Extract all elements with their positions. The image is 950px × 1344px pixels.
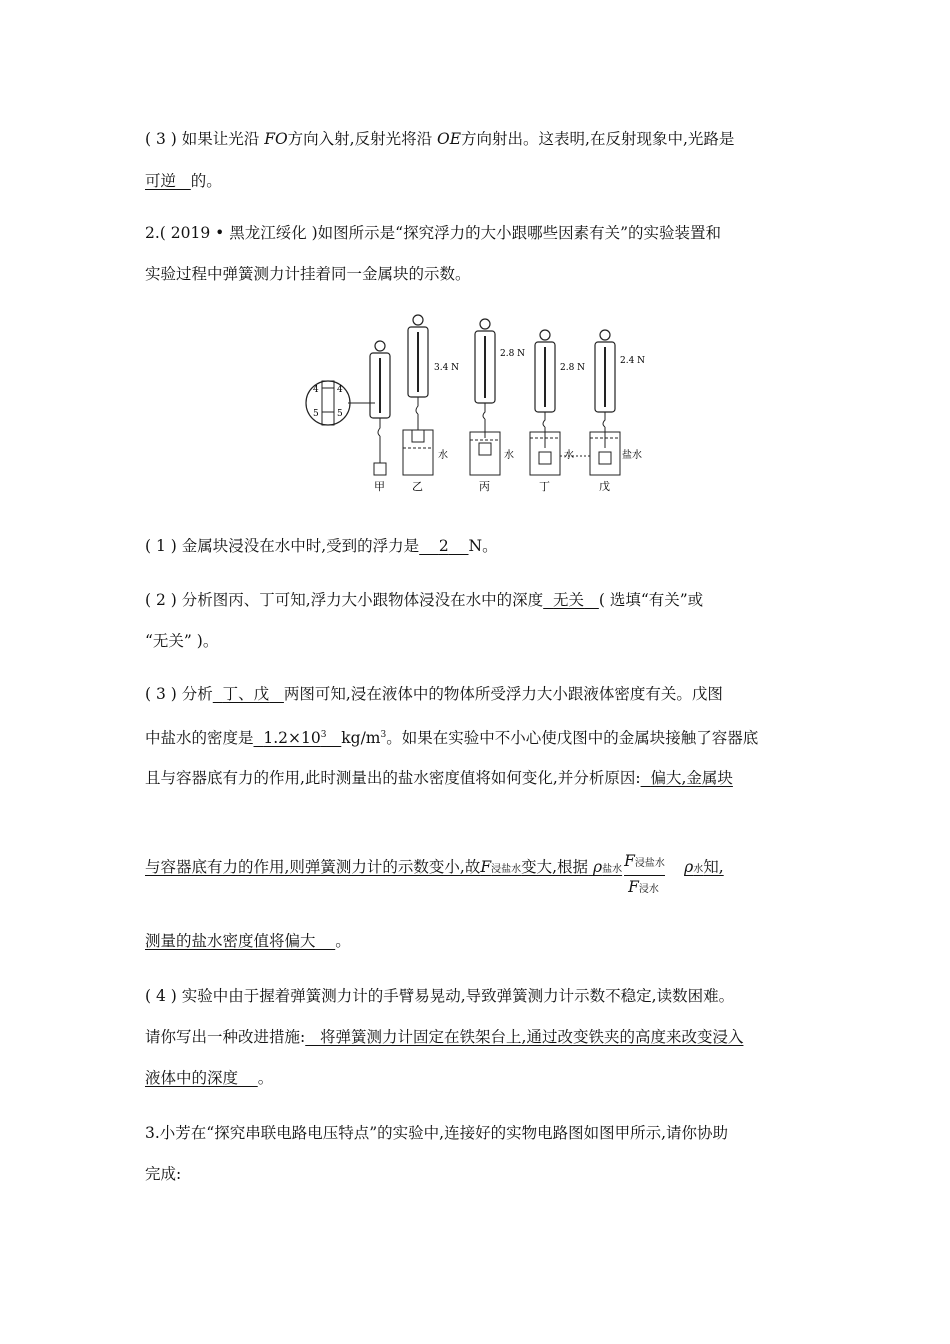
answer-blank: 将弹簧测力计固定在铁架台上,通过改变铁夹的高度来改变浸入 — [320, 1028, 744, 1046]
reading-bing: 2.8 N — [500, 349, 526, 359]
reading-yi: 3.4 N — [434, 363, 460, 373]
q3-stem-line1: 3.小芳在“探究串联电路电压特点”的实验中,连接好的实物电路图如图甲所示,请你协助 — [145, 1124, 728, 1142]
scale-yi — [403, 315, 433, 475]
fraction: $\frac{\text{F浸盐水}}{\text{F浸水}}$ — [624, 852, 665, 896]
reading-ding: 2.8 N — [560, 363, 586, 373]
q2-part2-line1: ( 2 ) 分析图丙、丁可知,浮力大小跟物体浸没在水中的深度 无关 ( 选填“有关”或 — [145, 591, 704, 609]
zoom-circle — [306, 381, 375, 425]
answer-blank: 测量的盐水密度值将偏大 — [145, 932, 316, 950]
liquid-label: 水 — [564, 450, 574, 461]
reading-wu: 2.4 N — [620, 356, 646, 366]
answer-blank: 偏大,金属块 — [650, 769, 733, 787]
q2-part4-line3: 液体中的深度 。 — [145, 1069, 274, 1087]
liquid-label: 水 — [504, 450, 514, 461]
label-bing: 丙 — [479, 480, 490, 493]
zoom-mark: 5 — [337, 409, 343, 419]
scale-ding — [530, 330, 560, 475]
q2-stem-line2: 实验过程中弹簧测力计挂着同一金属块的示数。 — [145, 265, 471, 283]
liquid-label: 盐水 — [622, 450, 642, 461]
q2-part3-line4: 与容器底有力的作用,则弹簧测力计的示数变小,故F浸盐水变大,根据 ρ盐水 $\frac{\text{F浸盐水}}{\text{F浸水}}$ ρ水知, — [145, 852, 724, 896]
q2-part3-line5: 测量的盐水密度值将偏大 。 — [145, 932, 351, 950]
q2-part2-line2: “无关” )。 — [145, 632, 219, 650]
label-wu: 戊 — [599, 480, 610, 493]
zoom-mark: 4 — [313, 385, 319, 395]
answer-blank: 丁、戊 — [222, 685, 270, 703]
q2-part3-line1: ( 3 ) 分析 丁、戊 两图可知,浸在液体中的物体所受浮力大小跟液体密度有关。戊图 — [145, 685, 723, 703]
q2-part3-line3: 且与容器底有力的作用,此时测量出的盐水密度值将如何变化,并分析原因: 偏大,金属块 — [145, 769, 733, 787]
q1-item3-line2: 可逆 的。 — [145, 172, 222, 190]
q2-part1: ( 1 ) 金属块浸没在水中时,受到的浮力是 2 N。 — [145, 537, 498, 555]
q2-part3-line2: 中盐水的密度是 $1.2\times 10^3$ $kg/m^3$。如果在实验中不小心使戊图中的金属块接触了容器底 — [145, 729, 759, 748]
q2-part4-line1: ( 4 ) 实验中由于握着弹簧测力计的手臂易晃动,导致弹簧测力计示数不稳定,读数困难。 — [145, 987, 735, 1005]
answer-blank: 无关 — [553, 591, 585, 609]
scale-bing — [470, 319, 500, 475]
label-ding: 丁 — [539, 480, 550, 493]
liquid-label: 水 — [438, 450, 448, 461]
q2-stem-line1: 2.( 2019 • 黑龙江绥化 )如图所示是“探究浮力的大小跟哪些因素有关”的实验装置和 — [145, 224, 722, 242]
q2-part4-line2: 请你写出一种改进措施: 将弹簧测力计固定在铁架台上,通过改变铁夹的高度来改变浸入 — [145, 1028, 744, 1046]
q3-stem-line2: 完成: — [145, 1165, 182, 1183]
answer-blank: 2 — [438, 537, 449, 555]
spring-scale-experiment-figure — [300, 308, 660, 498]
answer-blank: 1.2×10 — [263, 729, 321, 748]
q1-item3-line1: ( 3 ) 如果让光沿 FO方向入射,反射光将沿 OE方向射出。这表明,在反射现象中,光路是 — [145, 130, 735, 148]
answer-blank: 可逆 — [145, 172, 177, 190]
zoom-mark: 5 — [313, 409, 319, 419]
scale-jia — [370, 341, 390, 475]
answer-blank: 液体中的深度 — [145, 1069, 239, 1087]
label-yi: 乙 — [412, 480, 423, 493]
zoom-mark: 4 — [337, 385, 343, 395]
label-jia: 甲 — [374, 480, 385, 493]
